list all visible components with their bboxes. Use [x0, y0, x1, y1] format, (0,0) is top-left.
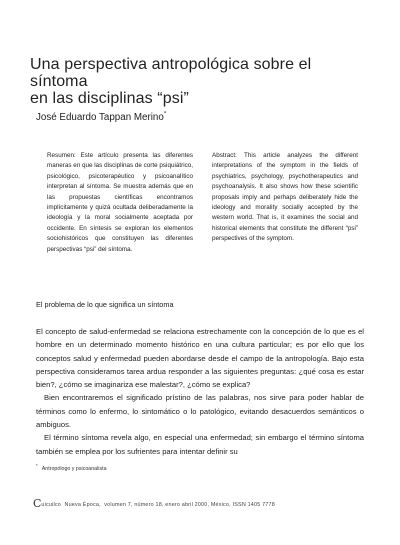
body-paragraph-2: Bien encontraremos el significado prístino de las palabras, nos sirve para poder hablar de términos como lo enfermo, lo sintomático o lo patológico, evitando desacuerdos semánticos o ambiguos. — [36, 393, 364, 430]
footnote-mark: * — [36, 463, 38, 469]
body-text — [36, 325, 364, 458]
author-name — [36, 112, 166, 123]
journal-brand-initial: C — [33, 497, 42, 510]
abstract-english — [212, 151, 358, 245]
author-text: José Eduardo Tappan Merino — [36, 112, 164, 123]
abstract-spanish-text: Este artículo presenta las diferentes maneras en que las disciplinas de corte psiquiátrico, psicológico, psicoterapéutico y psicoanalítico interpretan al síntoma. Se muestra además que en las propuestas científicas encontramos implícitamente y quizá ocultada deliberadamente la ideología y la moral socialmente aceptada por occidente. En síntesis se exploran los elementos sociohistóricos que constituyen las diferentes perspectivas “psi” del síntoma. — [47, 152, 193, 253]
section-heading: El problema de lo que significa un síntoma — [36, 300, 174, 309]
abstract-english-label: Abstract: — [212, 152, 237, 159]
article-title-line1: Una perspectiva antropológica sobre el síntoma — [30, 56, 312, 90]
abstract-spanish — [47, 151, 193, 255]
journal-footer — [33, 497, 275, 510]
journal-epoch: Nueva Época, — [64, 502, 101, 508]
body-paragraph-1: El concepto de salud-enfermedad se relaciona estrechamente con la concepción de lo que es el hombre en un determinado momento histórico en una cultura particular; es por ello que los conceptos salud y enfermedad pueden abordarse desde el campo de la antropología. Bajo esta perspectiva consideramos tarea ardua responder a las siguientes preguntas: ¿qué cosa es estar bien?, ¿cómo se imaginariza ese malestar?, ¿cómo se explica? — [36, 327, 364, 390]
abstract-spanish-label: Resumen: — [47, 152, 76, 159]
article-title-line2: en las disciplinas “psi” — [30, 90, 189, 107]
footnote-text: Antropólogo y psicoanalista — [41, 466, 107, 472]
journal-issue-info: volumen 7, número 18, enero abril 2000, México, ISSN 1405 7778 — [104, 502, 275, 508]
journal-brand-name: uicuilco — [41, 502, 61, 508]
body-paragraph-3: El término síntoma revela algo, en especial una enfermedad; sin embargo el término síntoma también se emplea por los sufrientes para intentar definir su — [36, 433, 364, 456]
author-footnote-mark: * — [163, 111, 167, 118]
article-title — [30, 56, 370, 107]
footnote — [36, 463, 107, 472]
abstract-english-text: This article analyzes the different interpretations of the symptom in the fields of psychiatrics, psychology, psychotherapeutics and psychoanalysis. It also shows how these scientific proposals imply and perhaps deliberately hide the ideology and morality socially accepted by the western world. That is, it examines the social and historical elements that constitute the different “psi” perspectives of the symptom. — [212, 152, 359, 243]
